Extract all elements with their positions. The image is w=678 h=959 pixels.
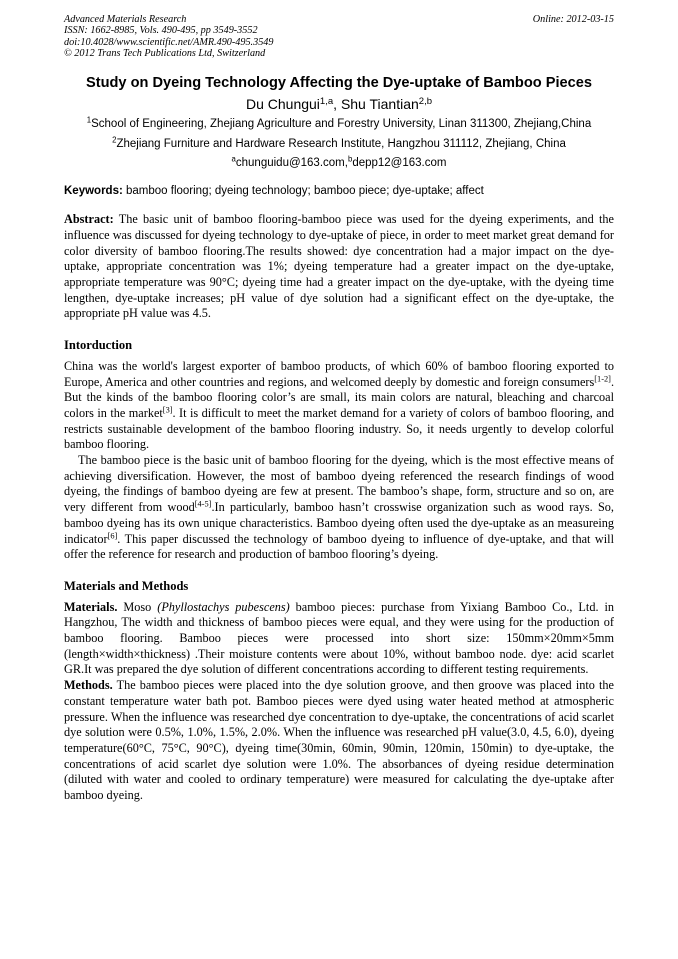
affiliation-2-marker: 2 xyxy=(112,135,117,145)
email-a-marker: a xyxy=(231,154,236,164)
citation-3: [3] xyxy=(162,405,173,415)
intro-p2-text-b: .In particularly, bamboo hasn’t crosswise organization such as wood rays. So, bamboo dyeing has its own unique characteristics. Bamboo dyeing often used the dye-uptake as an measureing indicator xyxy=(64,500,614,546)
affiliation-1-marker: 1 xyxy=(86,115,92,125)
journal-doi: doi:10.4028/www.scientific.net/AMR.490-495.3549 xyxy=(64,36,274,48)
keywords-line xyxy=(64,184,614,199)
materials-paragraph xyxy=(64,600,614,679)
methods-label: Methods. xyxy=(64,678,113,693)
intro-paragraph-1 xyxy=(64,359,614,453)
citation-4-5: [4-5] xyxy=(194,499,212,509)
materials-label: Materials. xyxy=(64,599,118,614)
paper-page xyxy=(64,14,614,804)
methods-text: The bamboo pieces were placed into the dye solution groove, and then groove was placed into the constant temperature water bath pot. Bamboo pieces were dyed using water heated method at atmospheric pressure. When the influence was researched dye concentration to dye-uptake, the concentrations of acid scarlet dye solution were 0.5%, 1.0%, 1.5%, 2.0%. When the influence was researched pH value(3.0, 4.5, 6.0), dyeing temperature(60°C, 75°C, 90°C), dyeing time(30min, 60min, 90min, 120min, 150min) to dye-uptake, the concentrations of acid scarlet dye solution were 1.0%. The absorbances of dyeing residue determination (diluted with water and cooled to ordinary temperature) were measured for calculating the dye-uptake after bamboo dyeing. xyxy=(64,678,614,803)
citation-1-2: [1-2] xyxy=(594,373,611,383)
species-name: (Phyllostachys pubescens) xyxy=(157,599,290,614)
affiliation-1-text: School of Engineering, Zhejiang Agriculture and Forestry University, Linan 311300, Zhejiang,China xyxy=(91,118,592,131)
email-line xyxy=(64,156,614,171)
author-1-marker: 1,a xyxy=(319,95,334,107)
journal-issn: ISSN: 1662-8985, Vols. 490-495, pp 3549-3552 xyxy=(64,25,258,37)
methods-paragraph xyxy=(64,678,614,804)
intro-p2-text-c: . This paper discussed the technology of bamboo dyeing to influence of dye-uptake, and that will offer the reference for research and production of bamboo flooring’s dyeing. xyxy=(64,531,614,562)
intro-p1-text-b: . But the kinds of the bamboo flooring color’s are small, its main colors are natural, bleaching and charcoal colors in the market xyxy=(64,374,614,420)
keywords-text: bamboo flooring; dyeing technology; bamboo piece; dye-uptake; affect xyxy=(122,185,484,198)
citation-6: [6] xyxy=(107,530,118,540)
materials-text-a: Moso xyxy=(117,599,158,614)
journal-name: Advanced Materials Research xyxy=(64,14,187,25)
author-1: Du Chungui xyxy=(245,96,320,113)
online-date: Online: 2012-03-15 xyxy=(532,14,614,25)
journal-copyright: © 2012 Trans Tech Publications Ltd, Switzerland xyxy=(64,47,266,59)
abstract xyxy=(64,212,614,322)
materials-text-b: bamboo pieces: purchase from Yixiang Bamboo Co., Ltd. in Hangzhou, The width and thickness of bamboo pieces were equal, and they were using for the production of bamboo flooring. Bamboo pieces were processed into short size: 150mm×20mm×5mm (length×width×thickness) .Their moisture contents were about 10%, without bamboo node. dye: acid scarlet GR.It was prepared the dye solution of different concentrations according to different testing requirements. xyxy=(64,599,614,677)
affiliation-2-text: Zhejiang Furniture and Hardware Research Institute, Hangzhou 311112, Zhejiang, China xyxy=(116,137,566,150)
abstract-text: The basic unit of bamboo flooring-bamboo piece was used for the dyeing experiments, and the influence was discussed for dyeing technology to dye-uptake of piece, in order to meet market great demand for color diversity of bamboo flooring.The results showed: dye concentration had a major impact on the dye-uptake, appropriate concentration was 1%; dyeing temperature had a greater impact on the dye-uptake, appropriate temperature was 90°C; dyeing time had a greater impact on the dye-uptake, with the dyeing time lengthen, dye-uptake increases; pH value of dye solution had a significant effect on the dye-uptake, the appropriate pH value was 4.5. xyxy=(64,212,614,321)
author-line xyxy=(64,95,614,113)
author-2-marker: 2,b xyxy=(418,95,433,107)
intro-p1-text-c: . It is difficult to meet the market demand for a variety of colors of bamboo flooring, and restricts sustainable development of the bamboo flooring industry. So, it needs urgently to develop colorful bamboo flooring. xyxy=(64,405,614,452)
email-b: depp12@163.com xyxy=(352,157,447,170)
intro-p2-text-a: The bamboo piece is the basic unit of bamboo flooring for the dyeing, which is the most effective means of achieving diversification. However, the most of bamboo dyeing referenced the research findings of wood dyeing, the findings of bamboo dyeing are few at present. The bamboo’s shape, form, structure and so on, are very different from wood xyxy=(64,453,614,515)
keywords-label: Keywords: xyxy=(64,185,123,198)
email-a: chunguidu@163.com, xyxy=(235,157,348,170)
author-2: Shu Tiantian xyxy=(340,96,419,113)
methods-heading: Materials and Methods xyxy=(64,578,189,593)
email-b-marker: b xyxy=(347,154,353,164)
journal-header xyxy=(64,14,614,59)
paper-title: Study on Dyeing Technology Affecting the Dye-uptake of Bamboo Pieces xyxy=(86,75,592,92)
affiliation-2 xyxy=(64,137,614,153)
abstract-label: Abstract: xyxy=(64,212,114,227)
affiliation-1 xyxy=(64,117,614,133)
author-separator: , xyxy=(333,96,341,113)
intro-paragraph-2 xyxy=(64,453,614,563)
introduction-heading: Intorduction xyxy=(64,338,133,353)
intro-p1-text-a: China was the world's largest exporter of bamboo products, of which 60% of bamboo flooring exported to Europe, America and other countries and regions, and welcomed deeply by domestic and foreign consumers xyxy=(64,358,614,389)
